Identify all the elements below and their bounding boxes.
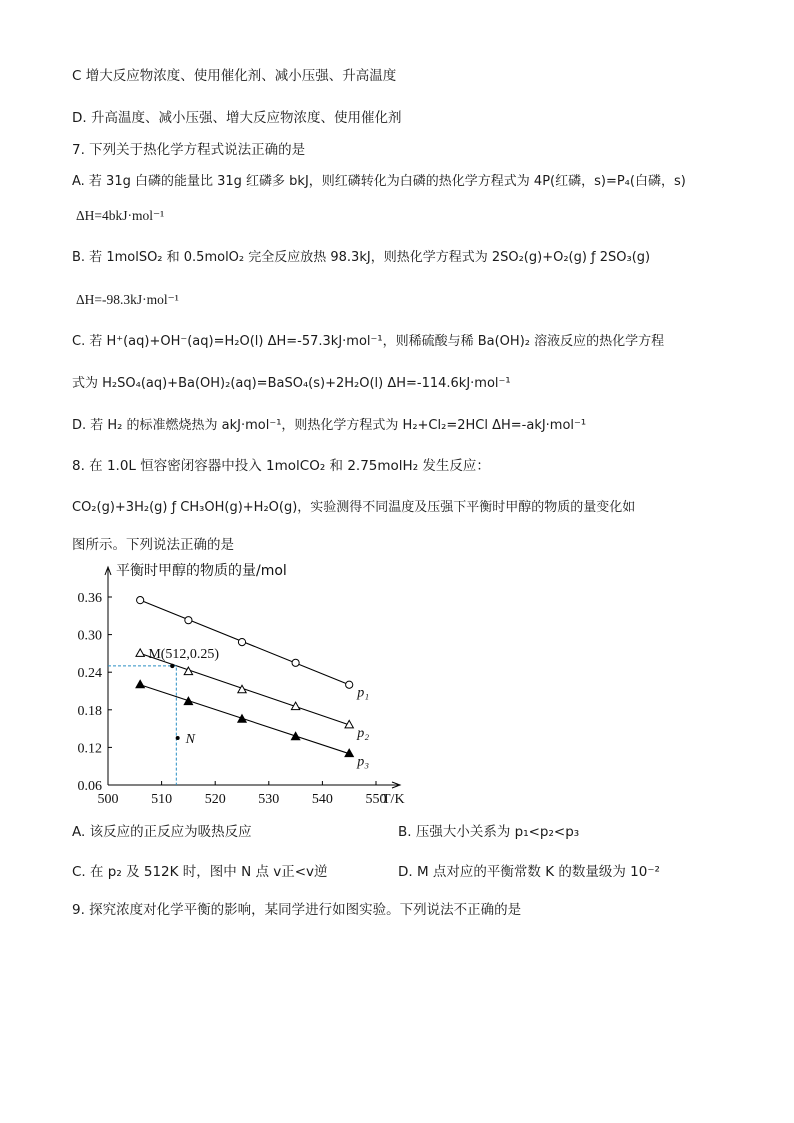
data-point-p1 [238, 639, 245, 646]
q7-option-b-line2: ΔH=-98.3kJ·mol⁻¹ [76, 292, 179, 307]
series-label-p2: p₂ [357, 725, 370, 741]
data-point-p3 [238, 715, 246, 723]
data-point-p3 [184, 697, 192, 705]
q7-option-a-line1: A. 若 31g 白磷的能量比 31g 红磷多 bkJ，则红磷转化为白磷的热化学方程式为 4P(红磷，s)=P₄(白磷，s) [72, 174, 686, 189]
q7-option-a-line2: ΔH=4bkJ·mol⁻¹ [76, 208, 165, 223]
data-point-p1 [346, 681, 353, 688]
q9-stem: 9. 探究浓度对化学平衡的影响，某同学进行如图实验。下列说法不正确的是 [72, 902, 522, 918]
y-tick-label: 0.06 [77, 779, 102, 794]
data-point-p1 [185, 617, 192, 624]
point-m [170, 664, 174, 668]
data-point-p1 [292, 659, 299, 666]
x-tick-label: 510 [151, 792, 173, 807]
q7-option-d: D. 若 H₂ 的标准燃烧热为 akJ·mol⁻¹，则热化学方程式为 H₂+Cl₂=2HCl ΔH=-akJ·mol⁻¹ [72, 418, 587, 433]
q7-option-c-line1: C. 若 H⁺(aq)+OH⁻(aq)=H₂O(l) ΔH=-57.3kJ·mol⁻¹，则稀硫酸与稀 Ba(OH)₂ 溶液反应的热化学方程 [72, 334, 665, 349]
y-tick-label: 0.12 [77, 741, 102, 757]
q7-option-c-line2: 式为 H₂SO₄(aq)+Ba(OH)₂(aq)=BaSO₄(s)+2H₂O(l) ΔH=-114.6kJ·mol⁻¹ [72, 376, 511, 391]
y-axis-label: 平衡时甲醇的物质的量/mol [116, 563, 287, 579]
q8-stem: 8. 在 1.0L 恒容密闭容器中投入 1molCO₂ 和 2.75molH₂ 发生反应： [72, 458, 490, 474]
y-tick-label: 0.30 [77, 628, 102, 644]
y-tick-label: 0.24 [77, 666, 102, 682]
q8-stem-2: 图所示。下列说法正确的是 [72, 537, 234, 553]
methanol-equilibrium-chart [68, 560, 440, 810]
q8-equation: CO₂(g)+3H₂(g) ƒ CH₃OH(g)+H₂O(g)，实验测得不同温度及压强下平衡时甲醇的物质的量变化如 [72, 500, 636, 515]
data-point-p3 [291, 732, 299, 740]
x-axis-label: T/K [382, 792, 405, 807]
point-n [176, 736, 180, 740]
point-n-label: N [185, 732, 196, 747]
x-tick-label: 500 [97, 792, 119, 807]
x-tick-label: 550 [365, 792, 387, 807]
q7-option-b-line1: B. 若 1molSO₂ 和 0.5molO₂ 完全反应放热 98.3kJ，则热化学方程式为 2SO₂(g)+O₂(g) ƒ 2SO₃(g) [72, 250, 651, 265]
q8-option-d: D. M 点对应的平衡常数 K 的数量级为 10⁻² [398, 864, 660, 880]
data-point-p2 [136, 649, 144, 657]
q7-stem: 7. 下列关于热化学方程式说法正确的是 [72, 142, 306, 158]
x-tick-label: 530 [258, 792, 280, 807]
data-point-p3 [136, 680, 144, 688]
y-tick-label: 0.36 [77, 591, 102, 606]
x-tick-label: 520 [204, 792, 226, 807]
q6-option-d: D. 升高温度、减小压强、增大反应物浓度、使用催化剂 [72, 110, 402, 126]
data-point-p1 [137, 597, 144, 604]
q8-option-b: B. 压强大小关系为 p₁<p₂<p₃ [398, 824, 580, 840]
x-tick-label: 540 [311, 792, 333, 807]
q6-option-c: C 增大反应物浓度、使用催化剂、减小压强、升高温度 [72, 68, 397, 84]
series-label-p1: p₁ [357, 685, 370, 701]
q8-option-c: C. 在 p₂ 及 512K 时，图中 N 点 v正<v逆 [72, 864, 328, 880]
point-m-label: M(512,0.25) [148, 646, 220, 662]
y-tick-label: 0.18 [77, 703, 102, 719]
series-label-p3: p₃ [357, 754, 370, 770]
q8-option-a: A. 该反应的正反应为吸热反应 [72, 824, 252, 840]
